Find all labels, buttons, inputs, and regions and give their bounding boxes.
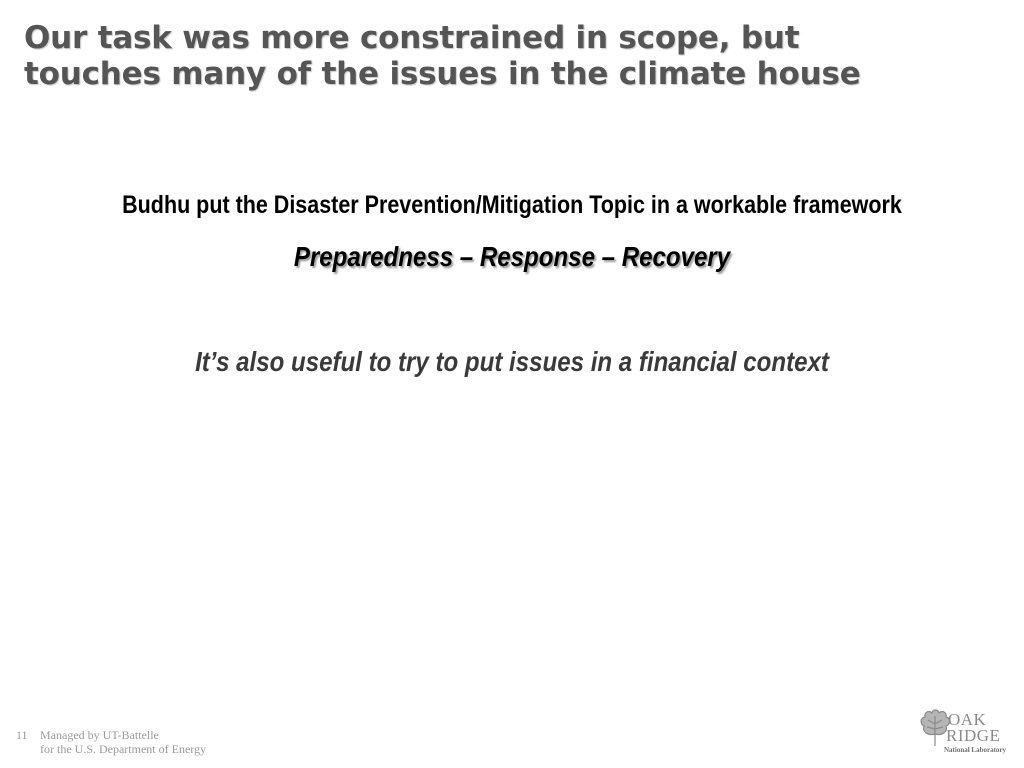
logo-word-ridge: RIDGE xyxy=(946,726,1001,745)
page-number: 11 xyxy=(16,728,28,742)
phases-heading: Preparedness – Response – Recovery xyxy=(293,241,731,272)
financial-context-note: It’s also useful to try to put issues in a financial context xyxy=(195,346,829,377)
managed-line-1: Managed by UT-Battelle xyxy=(40,728,159,742)
managed-line-2: for the U.S. Department of Energy xyxy=(40,742,207,756)
logo-word-oak: OAK xyxy=(948,710,987,729)
title-line-1: Our task was more constrained in scope, but xyxy=(24,20,800,56)
framework-statement: Budhu put the Disaster Prevention/Mitigation Topic in a workable framework xyxy=(122,191,902,219)
oak-ridge-logo xyxy=(918,708,1014,760)
slide-title xyxy=(24,20,1004,92)
logo-word-national-laboratory: National Laboratory xyxy=(944,746,1007,754)
slide-footer xyxy=(16,728,206,756)
title-line-2: touches many of the issues in the climate house xyxy=(24,56,861,92)
managed-by-text xyxy=(40,728,206,756)
